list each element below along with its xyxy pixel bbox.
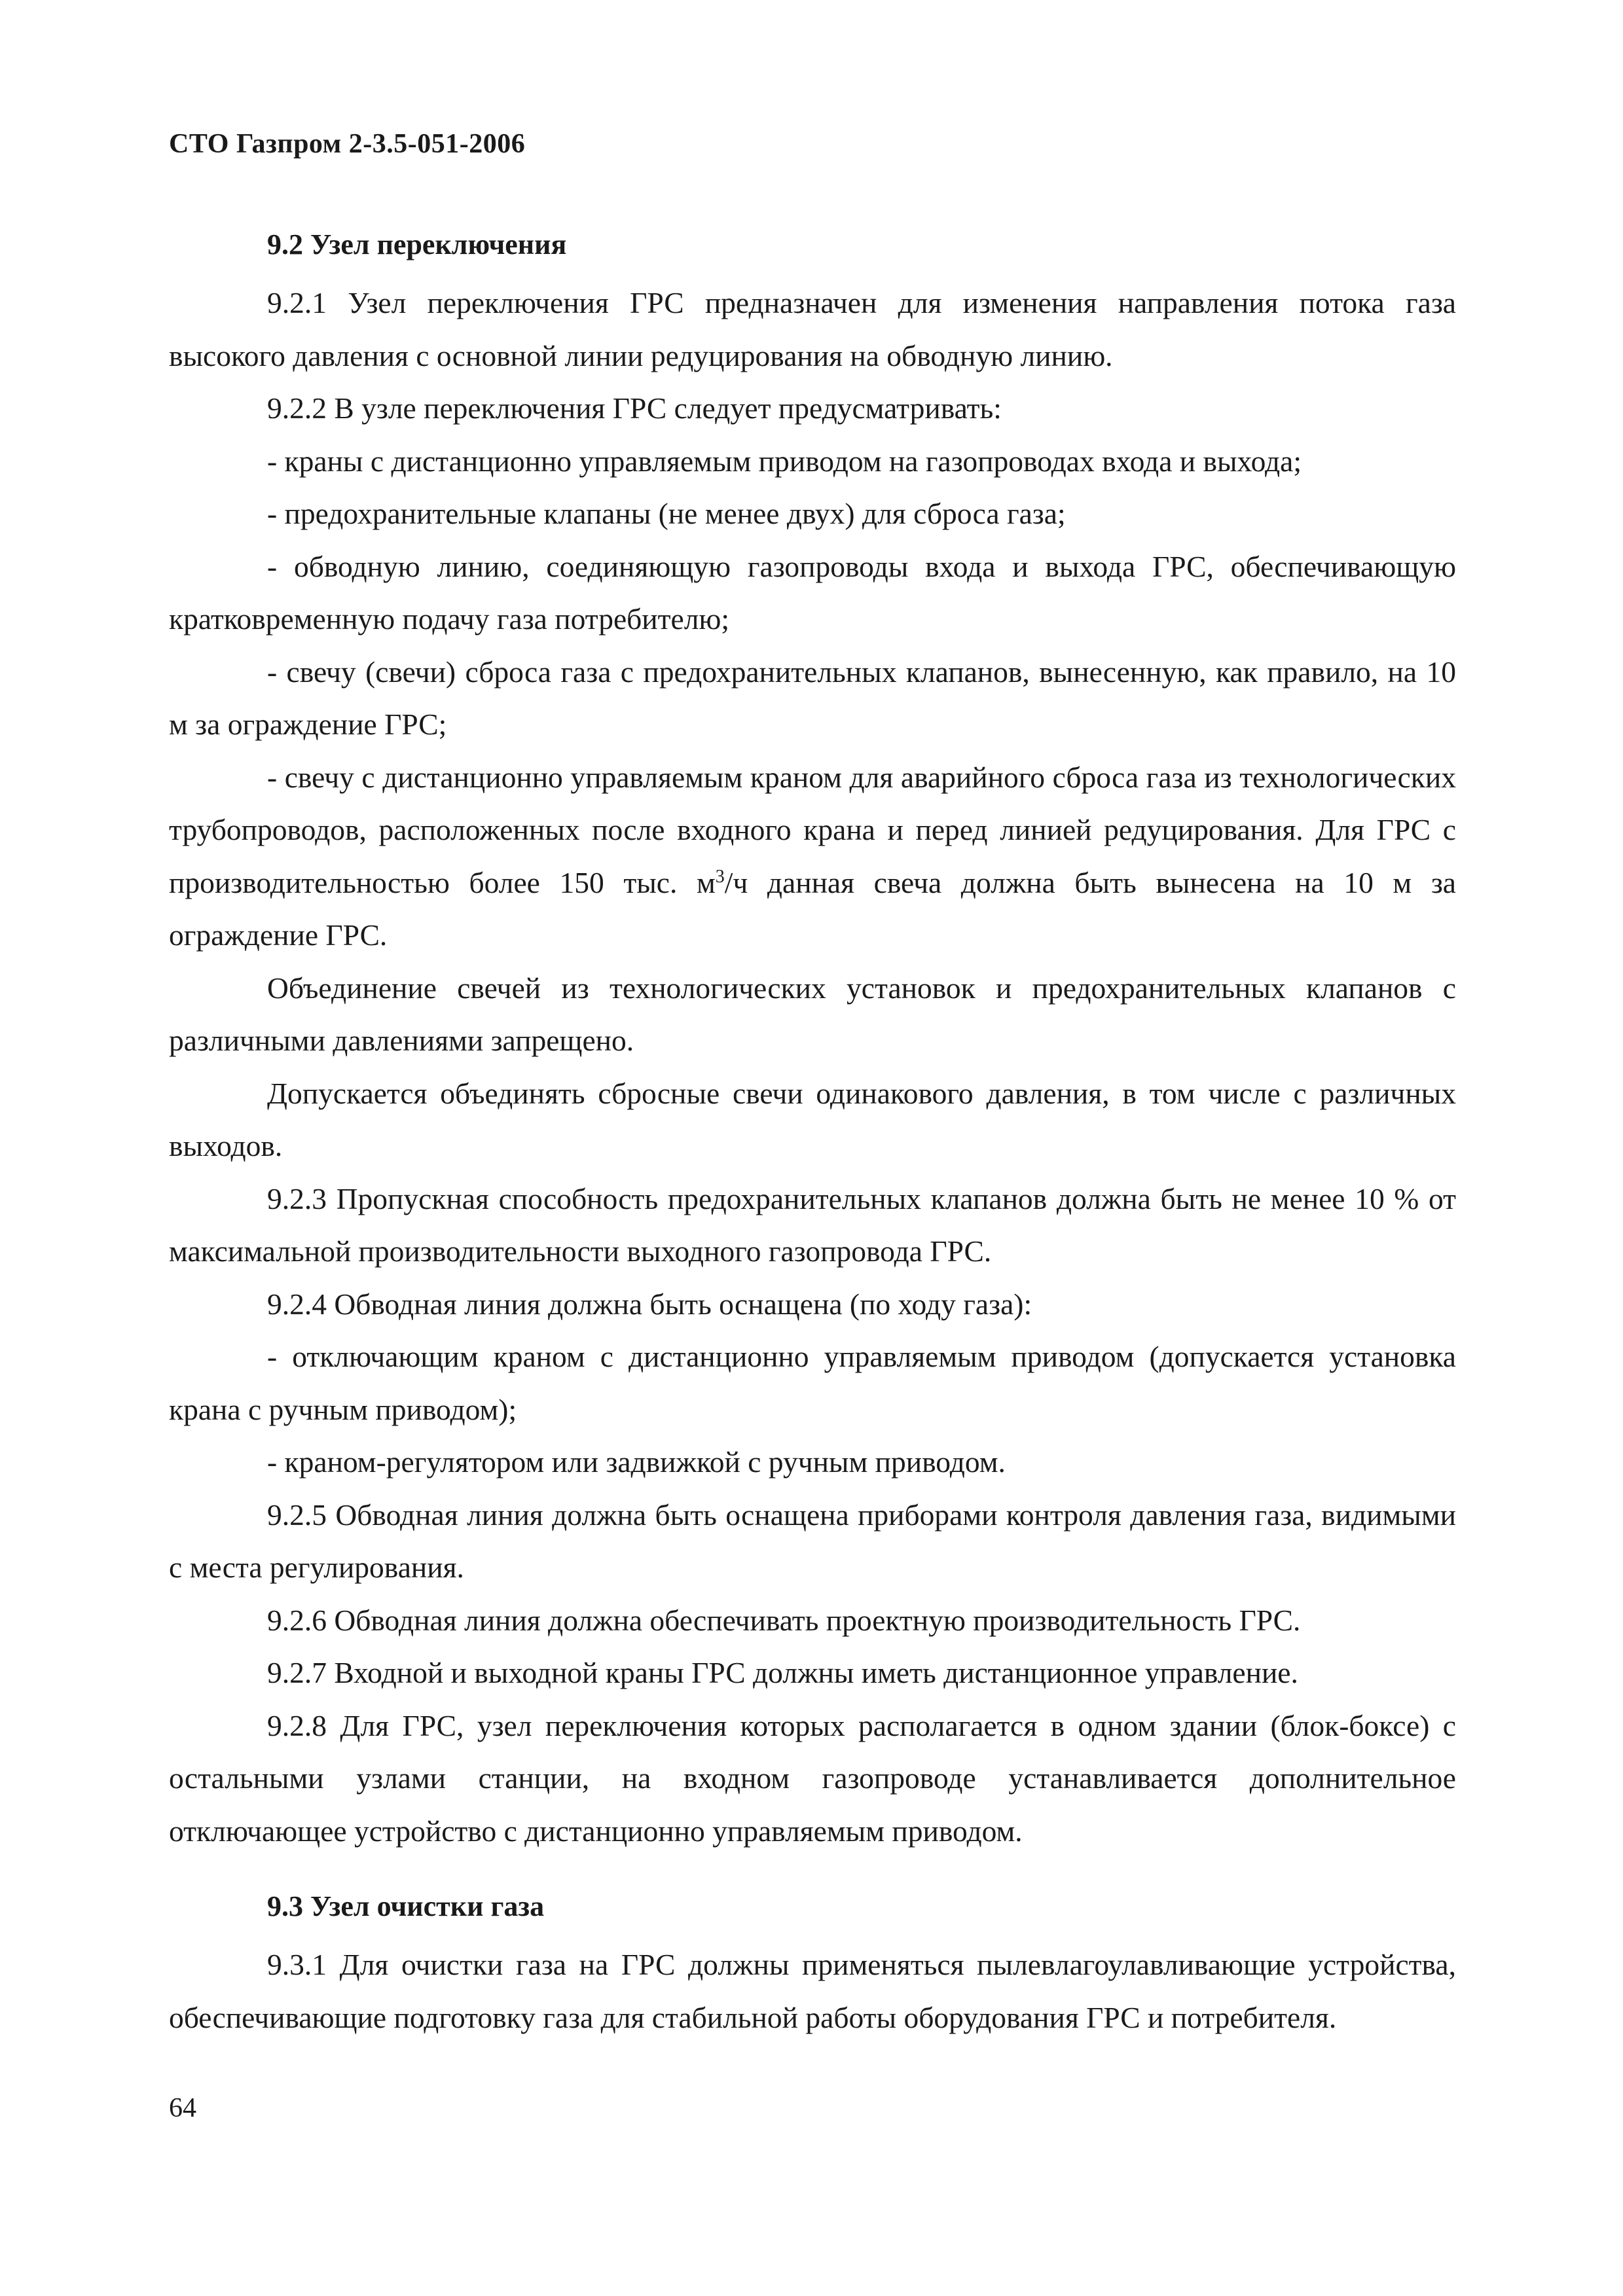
paragraph-9-2-8: 9.2.8 Для ГРС, узел переключения которых располагается в одном здании (блок-боксе) с остальными узлами станции, на входном газопроводе устанавливается дополнительное отключающее устройство с дистанционно управляемым приводом. bbox=[169, 1708, 1456, 1848]
page-number: 64 bbox=[169, 2093, 196, 2123]
section-heading-9-2: 9.2 Узел переключения bbox=[267, 228, 567, 260]
list-item: - свечу (свечи) сброса газа с предохранительных клапанов, вынесенную, как правило, на 10 м за ограждение ГРС; bbox=[169, 655, 1456, 741]
list-item: - краном-регулятором или задвижкой с ручным приводом. bbox=[267, 1445, 1006, 1479]
paragraph-9-2-7: 9.2.7 Входной и выходной краны ГРС должны иметь дистанционное управление. bbox=[267, 1656, 1298, 1689]
list-item: - обводную линию, соединяющую газопроводы входа и выхода ГРС, обеспечивающую кратковременную подачу газа потребителю; bbox=[169, 549, 1456, 636]
list-item bbox=[169, 751, 1456, 962]
paragraph-allowed: Допускается объединять сбросные свечи одинакового давления, в том числе с различных выходов. bbox=[169, 1076, 1456, 1162]
paragraph-9-2-3: 9.2.3 Пропускная способность предохранительных клапанов должна быть не менее 10 % от максимальной производительности выходного газопровода ГРС. bbox=[169, 1181, 1456, 1268]
paragraph-9-2-1: 9.2.1 Узел переключения ГРС предназначен для изменения направления потока газа высокого давления с основной линии редуцирования на обводную линию. bbox=[169, 286, 1456, 372]
paragraph-9-2-2: 9.2.2 В узле переключения ГРС следует предусматривать: bbox=[267, 391, 1002, 425]
paragraph-9-2-5: 9.2.5 Обводная линия должна быть оснащена приборами контроля давления газа, видимыми с места регулирования. bbox=[169, 1498, 1456, 1584]
superscript-exponent: 3 bbox=[715, 866, 725, 887]
paragraph-9-2-4: 9.2.4 Обводная линия должна быть оснащена (по ходу газа): bbox=[267, 1287, 1032, 1321]
paragraph-unite: Объединение свечей из технологических установок и предохранительных клапанов с различными давлениями запрещено. bbox=[169, 971, 1456, 1057]
list-item: - отключающим краном с дистанционно управляемым приводом (допускается установка крана с ручным приводом); bbox=[169, 1340, 1456, 1426]
list-item-text-continued: /ч данная свеча должна быть вынесена на 10 м за ограждение ГРС. bbox=[169, 865, 1456, 952]
paragraph-9-2-6: 9.2.6 Обводная линия должна обеспечивать проектную производительность ГРС. bbox=[267, 1603, 1301, 1637]
list-item-text: - свечу с дистанционно управляемым краном для аварийного сброса газа из технологических трубопроводов, расположенных после входного крана и перед линией редуцирования. Для ГРС с производительностью более 150 тыс. м bbox=[169, 760, 1456, 899]
paragraph-9-3-1: 9.3.1 Для очистки газа на ГРС должны применяться пылевлагоулавливающие устройства, обеспечивающие подготовку газа для стабильной работы оборудования ГРС и потребителя. bbox=[169, 1948, 1456, 2034]
document-header: СТО Газпром 2-3.5-051-2006 bbox=[169, 129, 526, 159]
page-body bbox=[169, 219, 1456, 2044]
list-item: - предохранительные клапаны (не менее двух) для сброса газа; bbox=[267, 497, 1066, 530]
list-item: - краны с дистанционно управляемым приводом на газопроводах входа и выхода; bbox=[267, 444, 1302, 478]
section-heading-9-3: 9.3 Узел очистки газа bbox=[267, 1890, 545, 1922]
